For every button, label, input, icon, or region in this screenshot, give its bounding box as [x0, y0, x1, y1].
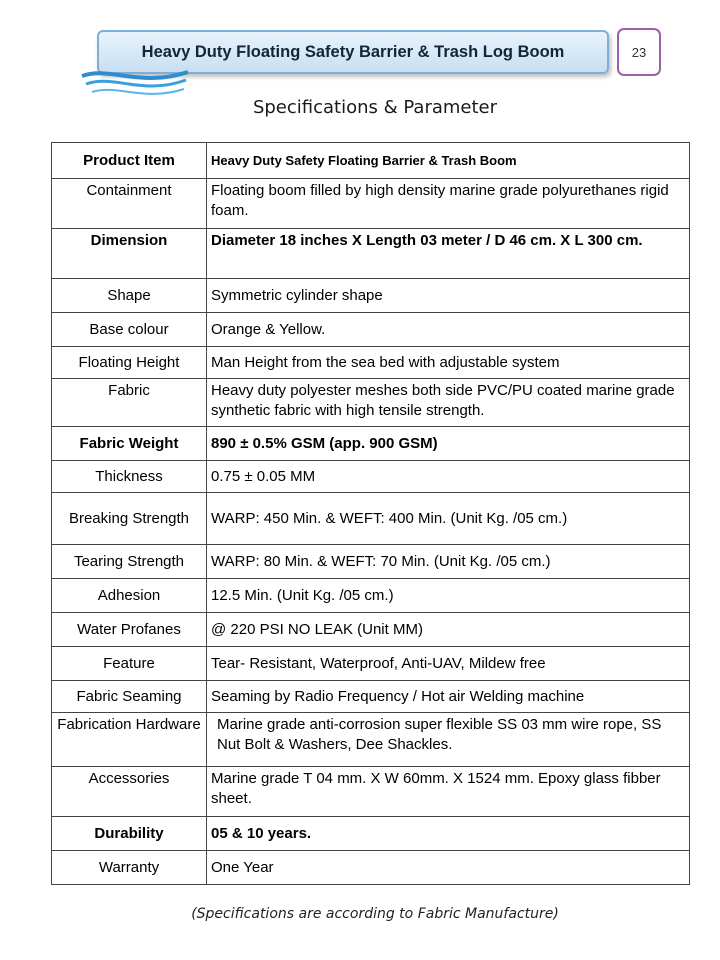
spec-value: WARP: 80 Min. & WEFT: 70 Min. (Unit Kg. /05 cm.) — [207, 545, 690, 579]
spec-value: 890 ± 0.5% GSM (app. 900 GSM) — [207, 427, 690, 461]
spec-value: Marine grade anti-corrosion super flexible SS 03 mm wire rope, SS Nut Bolt & Washers, Dee Shackles. — [207, 713, 690, 767]
table-row — [52, 681, 690, 713]
wave-logo-icon — [80, 62, 190, 102]
spec-key: Fabric Seaming — [52, 681, 207, 713]
spec-value: 12.5 Min. (Unit Kg. /05 cm.) — [207, 579, 690, 613]
spec-value: Heavy Duty Safety Floating Barrier & Trash Boom — [207, 143, 690, 179]
spec-key: Warranty — [52, 851, 207, 885]
table-row — [52, 313, 690, 347]
spec-key: Water Profanes — [52, 613, 207, 647]
table-row — [52, 461, 690, 493]
spec-table — [51, 142, 690, 885]
spec-key: Shape — [52, 279, 207, 313]
spec-value: Diameter 18 inches X Length 03 meter / D 46 cm. X L 300 cm. — [207, 229, 690, 279]
spec-value: Man Height from the sea bed with adjustable system — [207, 347, 690, 379]
table-row — [52, 143, 690, 179]
table-row — [52, 545, 690, 579]
table-row — [52, 427, 690, 461]
page-title: Heavy Duty Floating Safety Barrier & Trash Log Boom — [141, 42, 565, 61]
spec-value: Floating boom filled by high density marine grade polyurethanes rigid foam. — [207, 179, 690, 229]
spec-value: Symmetric cylinder shape — [207, 279, 690, 313]
table-row — [52, 279, 690, 313]
spec-value: Heavy duty polyester meshes both side PVC/PU coated marine grade synthetic fabric with high tensile strength. — [207, 379, 690, 427]
spec-value: 0.75 ± 0.05 MM — [207, 461, 690, 493]
table-row — [52, 579, 690, 613]
spec-key: Breaking Strength — [52, 493, 207, 545]
spec-key: Fabric — [52, 379, 207, 427]
spec-key: Feature — [52, 647, 207, 681]
spec-key: Tearing Strength — [52, 545, 207, 579]
spec-value: WARP: 450 Min. & WEFT: 400 Min. (Unit Kg. /05 cm.) — [207, 493, 690, 545]
spec-key: Fabric Weight — [52, 427, 207, 461]
section-subtitle: Specifications & Parameter — [252, 97, 498, 118]
spec-value: Seaming by Radio Frequency / Hot air Welding machine — [207, 681, 690, 713]
spec-key: Floating Height — [52, 347, 207, 379]
spec-key: Thickness — [52, 461, 207, 493]
spec-value: Orange & Yellow. — [207, 313, 690, 347]
table-row — [52, 379, 690, 427]
spec-key: Durability — [52, 817, 207, 851]
table-row — [52, 613, 690, 647]
spec-key: Base colour — [52, 313, 207, 347]
table-row — [52, 817, 690, 851]
table-row — [52, 713, 690, 767]
spec-key: Fabrication Hardware — [52, 713, 207, 767]
spec-key: Product Item — [52, 143, 207, 179]
table-row — [52, 647, 690, 681]
spec-key: Dimension — [52, 229, 207, 279]
spec-value: 05 & 10 years. — [207, 817, 690, 851]
page-number: 23 — [617, 28, 661, 76]
table-row — [52, 493, 690, 545]
table-row — [52, 347, 690, 379]
spec-value: One Year — [207, 851, 690, 885]
spec-value: Tear- Resistant, Waterproof, Anti-UAV, Mildew free — [207, 647, 690, 681]
table-row — [52, 179, 690, 229]
spec-key: Accessories — [52, 767, 207, 817]
table-row — [52, 851, 690, 885]
table-row — [52, 767, 690, 817]
spec-key: Containment — [52, 179, 207, 229]
table-row — [52, 229, 690, 279]
spec-value: @ 220 PSI NO LEAK (Unit MM) — [207, 613, 690, 647]
spec-value: Marine grade T 04 mm. X W 60mm. X 1524 mm. Epoxy glass fibber sheet. — [207, 767, 690, 817]
footnote: (Specifications are according to Fabric Manufacture) — [191, 906, 559, 922]
spec-key: Adhesion — [52, 579, 207, 613]
